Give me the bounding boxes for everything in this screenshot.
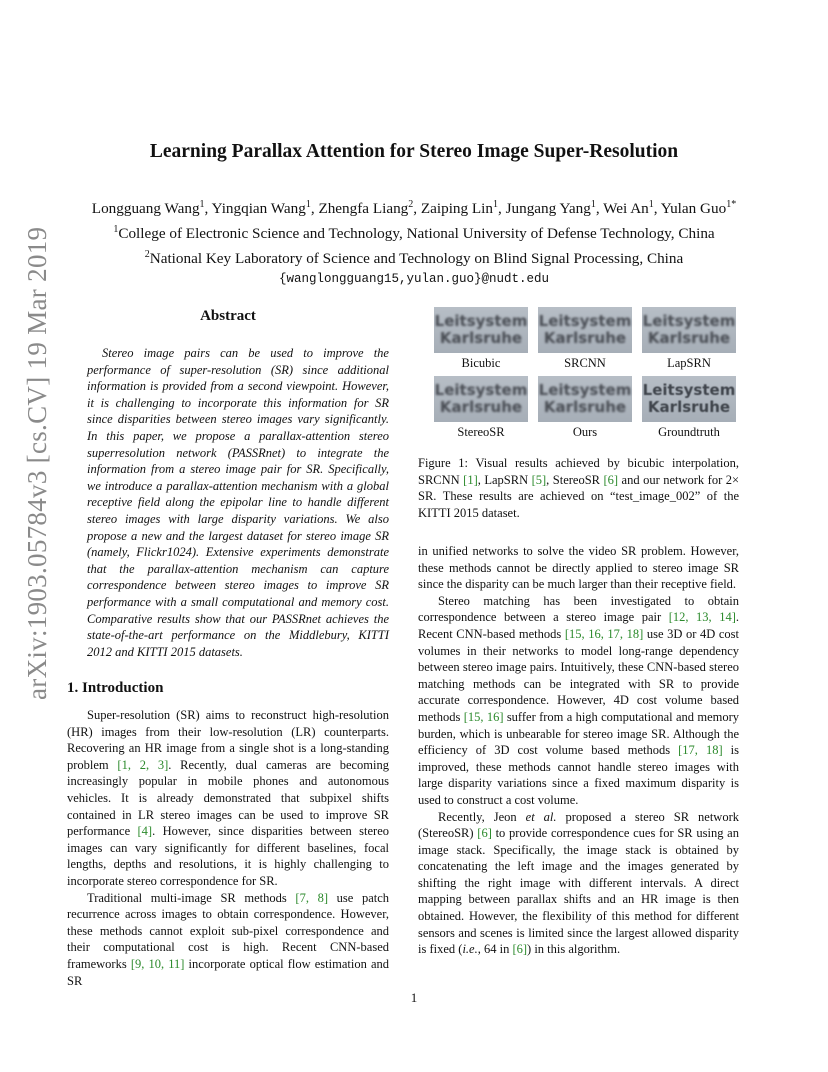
figure-thumbnail: Leitsystem Karlsruhe — [642, 307, 736, 353]
arxiv-watermark: arXiv:1903.05784v3 [cs.CV] 19 Mar 2019 — [22, 226, 52, 700]
author: Jungang Yang$^1$ — [505, 199, 596, 218]
citation-link[interactable]: [6] — [512, 942, 528, 957]
citation-link[interactable]: [17, 18] — [678, 743, 723, 758]
author-block — [0, 194, 828, 290]
panel-label: StereoSR — [457, 425, 505, 439]
panel-label: SRCNN — [564, 356, 606, 370]
figure-image-grid — [433, 307, 739, 443]
figure-thumbnail: Leitsystem Karlsruhe — [538, 376, 632, 422]
paragraph: Super-resolution (SR) aims to reconstruct high-resolution (HR) images from their low-resolution (LR) counterparts. Recovering an HR image from a single shot is a long-standing problem [1, 2, 3]. Recently, dual cameras are becoming increasingly popular in mobile phones and autonomous vehicles. It is already demonstrated that subpixel shifts contained in LR stereo images can be used to improve SR performance [4]. However, since disparities between stereo images can vary significantly for different baselines, focal lengths, depths and resolutions, it is highly challenging to incorporate stereo correspondence for SR. — [67, 708, 389, 888]
citation-link[interactable]: [6] — [603, 472, 619, 487]
abstract-body — [87, 345, 389, 660]
paragraph: Traditional multi-image SR methods [7, 8] use patch recurrence across images to obtain correspondence. However, these methods cannot exploit sub-pixel correspondence and their computational cost is high. Recent CNN-based frameworks [9, 10, 11] incorporate optical flow estimation and SR — [67, 890, 390, 988]
citation-link[interactable]: [15, 16, 17, 18] — [564, 626, 644, 641]
citation-link[interactable]: [7, 8] — [295, 890, 328, 905]
figure-thumbnail: Leitsystem Karlsruhe — [434, 307, 528, 353]
figure-panel-stereosr — [433, 376, 529, 443]
author-email: {wanglongguang15,yulan.guo}@nudt.edu — [278, 272, 550, 287]
paragraph: Stereo matching has been investigated to obtain correspondence between a stereo image pair [12, 13, 14]. Recent CNN-based methods [15, 16, 17, 18] use 3D or 4D cost volumes in their networks to model long-range dependency between stereo image pairs. Intuitively, these CNN-based stereo matching methods can be integrated with SR to provide accurate correspondence. However, 4D cost volume based methods [15, 16] suffer from a high computational and memory burden, which is unbearable for stereo image SR. Although the efficiency of 3D cost volume based methods [17, 18] is improved, these methods cannot handle stereo images with large disparity variations since a fixed maximum disparity is used to construct a cost volume. — [418, 593, 740, 807]
abstract-text: Stereo image pairs can be used to improve the performance of super-resolution (SR) since additional information is provided from a second viewpoint. However, it is challenging to incorporate this information for SR since disparities between stereo images vary significantly. In this paper, we propose a parallax-attention stereo superresolution network (PASSRnet) to integrate the information from a stereo image pair for SR. Specifically, we introduce a parallax-attention mechanism with a global receptive field along the epipolar line to handle different stereo images with large disparity variations. We also propose a new and the largest dataset for stereo image SR (namely, Flickr1024). Extensive experiments demonstrate that the parallax-attention mechanism can capture correspondence between stereo images to improve SR performance with a small computational and memory cost. Comparative results show that our PASSRnet achieves the state-of-the-art performance on the Middlebury, KITTI 2012 and KITTI 2015 datasets. — [87, 346, 389, 659]
citation-link[interactable]: [6] — [477, 826, 492, 841]
paragraph: Recently, Jeon et al. proposed a stereo SR network (StereoSR) [6] to provide correspondence cues for SR using an image stack. Specifically, the image stack is obtained by concatenating the left image and the images generated by shifting the right image with different intervals. A direct mapping between parallax shifts and an HR image is then obtained. However, the flexibility of this method for different sensors and scenes is limited since the largest allowed disparity is fixed (i.e., 64 in [6]) in this algorithm. — [418, 809, 739, 957]
citation-link[interactable]: [9, 10, 11] — [130, 956, 185, 971]
citation-link[interactable]: [1, 2, 3] — [117, 757, 169, 772]
figure-thumbnail: Leitsystem Karlsruhe — [642, 376, 736, 422]
citation-link[interactable]: [1] — [463, 472, 478, 487]
figure-panel-bicubic — [433, 307, 529, 374]
page-number: 1 — [410, 990, 418, 1005]
figure-1 — [418, 307, 739, 521]
figure-panel-srcnn — [537, 307, 633, 374]
introduction-left-column — [67, 707, 389, 989]
figure-thumbnail: Leitsystem Karlsruhe — [434, 376, 528, 422]
author: Yulan Guo$^{1*}$ — [660, 199, 737, 218]
author: Zhengfa Liang$^2$ — [318, 199, 414, 218]
citation-link[interactable]: [4] — [137, 824, 153, 839]
figure-thumbnail: Leitsystem Karlsruhe — [538, 307, 632, 353]
paper-title: Learning Parallax Attention for Stereo Image Super-Resolution — [149, 141, 679, 162]
figure-panel-lapsrn — [641, 307, 737, 374]
panel-label: Bicubic — [461, 356, 501, 370]
abstract-heading: Abstract — [200, 308, 256, 324]
author: Yingqian Wang$^1$ — [211, 199, 311, 218]
affiliation: $^2$National Key Laboratory of Science and Technology on Blind Signal Processing, China — [144, 249, 684, 268]
citation-link[interactable]: [5] — [531, 472, 547, 487]
citation-link[interactable]: [15, 16] — [463, 709, 504, 724]
figure-panel-groundtruth — [641, 376, 737, 443]
panel-label: Ours — [572, 425, 598, 439]
author-list: Longguang Wang$^1$, Yingqian Wang$^1$, Zhengfa Liang$^2$, Zaiping Lin$^1$, Jungang Yang$^1$, Wei An$^1$, Yulan Guo$^{1*}$ — [91, 199, 737, 218]
citation-link[interactable]: [12, 13, 14] — [668, 610, 736, 625]
panel-label: LapSRN — [667, 356, 711, 370]
author: Zaiping Lin$^1$ — [420, 199, 498, 218]
figure-panel-ours — [537, 376, 633, 443]
author: Wei An$^1$ — [603, 199, 654, 218]
introduction-heading: 1. Introduction — [67, 680, 164, 696]
affiliation: $^1$College of Electronic Science and Technology, National University of Defense Technology, China — [113, 224, 715, 243]
right-column-body — [418, 543, 739, 958]
author: Longguang Wang$^1$ — [91, 199, 205, 218]
panel-label: Groundtruth — [658, 425, 720, 439]
figure-caption: Figure 1: Visual results achieved by bicubic interpolation, SRCNN [1], LapSRN [5], StereoSR [6] and our network for 2× SR. These results are achieved on “test_image_002” of the KITTI 2015 dataset. — [418, 456, 740, 520]
paragraph: in unified networks to solve the video SR problem. However, these methods cannot be directly applied to stereo image SR since the disparity can be much larger than their receptive field. — [418, 544, 739, 592]
